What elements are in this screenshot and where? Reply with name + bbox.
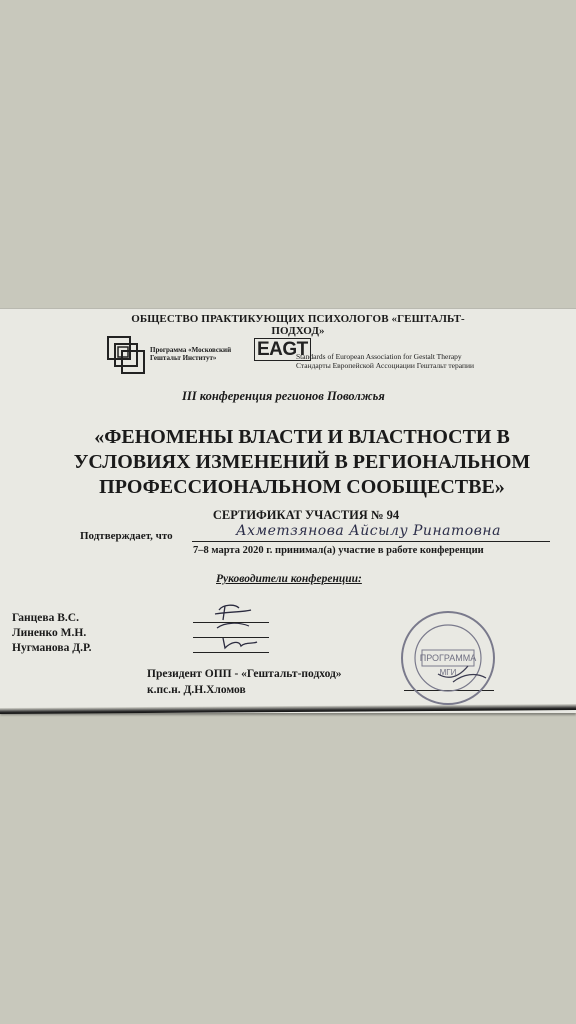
title-line-2: УСЛОВИЯХ ИЗМЕНЕНИЙ В РЕГИОНАЛЬНОМ bbox=[73, 451, 531, 473]
leader-name-3: Нугманова Д.Р. bbox=[12, 642, 92, 654]
program-line-2: Гештальт Институт» bbox=[150, 354, 217, 362]
name-underline bbox=[192, 541, 550, 542]
president-label: Президент ОПП - «Гештальт-подход» bbox=[147, 668, 342, 680]
title-line-1: «ФЕНОМЕНЫ ВЛАСТИ И ВЛАСТНОСТИ В bbox=[94, 426, 510, 448]
eagt-logo-text: EAGT bbox=[254, 338, 311, 361]
confirms-label: Подтверждает, что bbox=[80, 530, 173, 542]
program-line-1: Программа «Московский bbox=[150, 346, 232, 354]
standards-line-2: Стандарты Европейской Ассоциации Гештальт терапии bbox=[296, 361, 475, 370]
stamp-label-mgi: МГИ bbox=[439, 668, 457, 677]
participant-name: Ахметзянова Айсылу Ринатовна bbox=[236, 523, 501, 539]
standards-line-1: Standards of European Association for Gestalt Therapy bbox=[296, 352, 462, 361]
conference-line: III конференция регионов Поволжья bbox=[182, 389, 385, 403]
stamp-label-program: ПРОГРАММА bbox=[419, 653, 477, 663]
president-name: к.пс.н. Д.Н.Хломов bbox=[147, 684, 246, 696]
certificate-label: СЕРТИФИКАТ УЧАСТИЯ № 94 bbox=[212, 508, 400, 522]
leaders-label: Руководители конференции: bbox=[216, 573, 362, 585]
background-top bbox=[0, 0, 576, 310]
participation-text: 7–8 марта 2020 г. принимал(а) участие в работе конференции bbox=[193, 545, 484, 556]
round-stamp-icon bbox=[398, 608, 498, 708]
organization-title: ОБЩЕСТВО ПРАКТИКУЮЩИХ ПСИХОЛОГОВ «ГЕШТАЛЬТ-ПОДХОД» bbox=[131, 313, 465, 337]
signature-line-1 bbox=[193, 622, 269, 623]
conference-title bbox=[62, 425, 542, 500]
title-line-3: ПРОФЕССИОНАЛЬНОМ СООБЩЕСТВЕ» bbox=[99, 476, 505, 498]
signature-line-3 bbox=[193, 652, 269, 653]
leader-name-2: Линенко М.Н. bbox=[12, 627, 87, 639]
leaders-signatures-icon bbox=[205, 598, 265, 658]
background-bottom bbox=[0, 712, 576, 1024]
standards-text bbox=[296, 352, 486, 370]
program-text bbox=[150, 346, 242, 362]
signature-line-2 bbox=[193, 637, 269, 638]
leader-name-1: Ганцева В.С. bbox=[12, 612, 79, 624]
institute-logo-icon bbox=[106, 335, 146, 375]
